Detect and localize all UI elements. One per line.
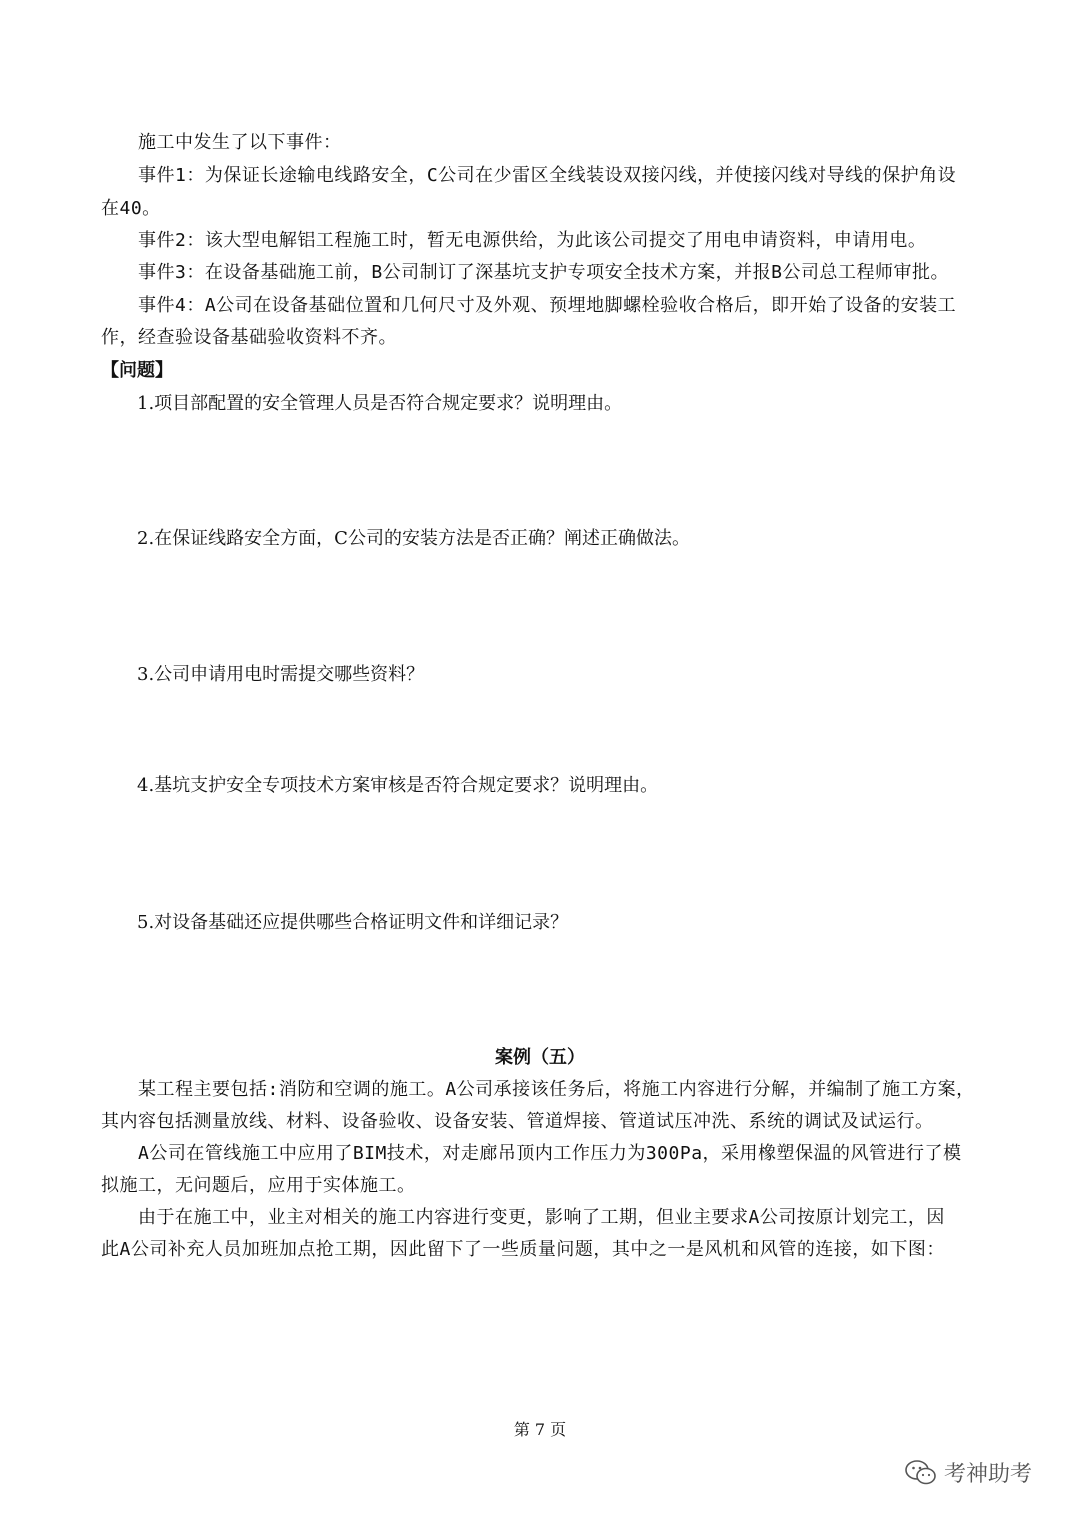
wechat-icon: [904, 1458, 938, 1488]
case-paragraph-3-line-2: 此A公司补充人员加班加点抢工期，因此留下了一些质量问题，其中之一是风机和风管的连接，如下图：: [101, 1239, 945, 1260]
question-3: 3.公司申请用电时需提交哪些资料？: [137, 664, 425, 685]
event-2: 事件2：该大型电解铝工程施工时，暂无电源供给，为此该公司提交了用电申请资料，申请用电。: [138, 230, 927, 251]
question-2: 2.在保证线路安全方面，C公司的安装方法是否正确？阐述正确做法。: [137, 528, 690, 549]
question-4: 4.基坑支护安全专项技术方案审核是否符合规定要求？说明理由。: [137, 775, 659, 796]
question-1: 1.项目部配置的安全管理人员是否符合规定要求？说明理由。: [137, 393, 623, 414]
case-paragraph-1-line-1: 某工程主要包括:消防和空调的施工。A公司承接该任务后，将施工内容进行分解，并编制了施工方案，: [138, 1079, 975, 1100]
event-1-line-2: 在40。: [101, 198, 161, 219]
event-1-line-1: 事件1：为保证长途输电线路安全，C公司在少雷区全线装设双接闪线，并使接闪线对导线的保护角设: [138, 165, 957, 186]
question-5: 5.对设备基础还应提供哪些合格证明文件和详细记录？: [137, 912, 569, 933]
watermark-text: 考神助考: [944, 1462, 1033, 1487]
case-paragraph-2-line-1: A公司在管线施工中应用了BIM技术，对走廊吊顶内工作压力为300Pa，采用橡塑保温的风管进行了模: [138, 1143, 962, 1164]
case-paragraph-2-line-2: 拟施工，无问题后，应用于实体施工。: [101, 1175, 416, 1196]
page-number: 第 7 页: [513, 1420, 567, 1439]
questions-heading: 【问题】: [101, 360, 173, 381]
case-paragraph-3-line-1: 由于在施工中，业主对相关的施工内容进行变更，影响了工期，但业主要求A公司按原计划完工，因: [138, 1207, 945, 1228]
watermark: [904, 1457, 1032, 1488]
event-3: 事件3：在设备基础施工前，B公司制订了深基坑支护专项安全技术方案，并报B公司总工程师审批。: [138, 262, 950, 283]
case-paragraph-1-line-2: 其内容包括测量放线、材料、设备验收、设备安装、管道焊接、管道试压冲洗、系统的调试及试运行。: [101, 1111, 934, 1132]
events-intro: 施工中发生了以下事件：: [138, 132, 342, 153]
event-4-line-1: 事件4：A公司在设备基础位置和几何尺寸及外观、预埋地脚螺栓验收合格后，即开始了设备的安装工: [138, 295, 957, 316]
case-title: 案例（五）: [495, 1047, 585, 1068]
event-4-line-2: 作，经查验设备基础验收资料不齐。: [101, 327, 397, 348]
